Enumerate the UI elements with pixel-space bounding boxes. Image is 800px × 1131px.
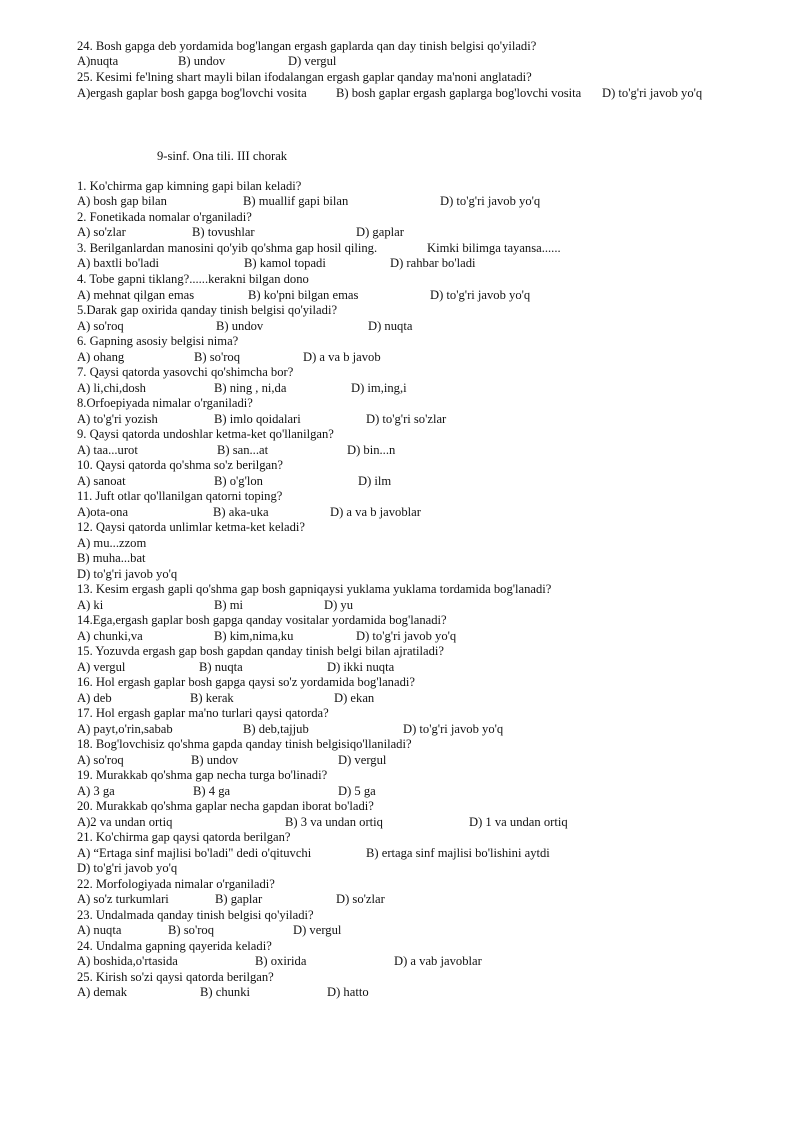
option-a: A) to'g'ri yozish	[77, 412, 158, 426]
option-b: B) nuqta	[199, 660, 243, 674]
option-d: D) to'g'ri javob yo'q	[77, 567, 178, 581]
question-extra: Kimki bilimga tayansa......	[427, 241, 561, 255]
question-text: 6. Gapning asosiy belgisi nima?	[77, 334, 239, 348]
option-a: A) so'z turkumlari	[77, 892, 169, 906]
question-text: 14.Ega,ergash gaplar bosh gapga qanday vositalar yordamida bog'lanadi?	[77, 613, 447, 627]
question-text: 3. Berilganlardan manosini qo'yib qo'shma gap hosil qiling.	[77, 241, 378, 255]
option-b: B) bosh gaplar ergash gaplarga bog'lovchi vosita	[336, 86, 582, 100]
option-d: D) a va b javoblar	[330, 505, 421, 519]
option-a: A) taa...urot	[77, 443, 138, 457]
option-d: D) vergul	[288, 54, 337, 68]
option-d: D) to'g'ri javob yo'q	[77, 861, 178, 875]
option-b: B) chunki	[200, 985, 251, 999]
option-b: B) undov	[178, 54, 226, 68]
question-text: 13. Kesim ergash gapli qo'shma gap bosh gapniqaysi yuklama yuklama tordamida bog'lanadi?	[77, 582, 552, 596]
question-text: 4. Tobe gapni tiklang?......kerakni bilgan dono	[77, 272, 309, 286]
option-b: B) gaplar	[215, 892, 263, 906]
option-d: D) a vab javoblar	[394, 954, 482, 968]
option-a: A) ohang	[77, 350, 125, 364]
question-text: 21. Ko'chirma gap qaysi qatorda berilgan?	[77, 830, 291, 844]
option-d: D) hatto	[327, 985, 369, 999]
question-text: 18. Bog'lovchisiz qo'shma gapda qanday tinish belgisiqo'llaniladi?	[77, 737, 412, 751]
option-a: A)ergash gaplar bosh gapga bog'lovchi vosita	[77, 86, 307, 100]
option-a: A) bosh gap bilan	[77, 194, 167, 208]
option-a: A) demak	[77, 985, 128, 999]
question-text: 24. Bosh gapga deb yordamida bog'langan ergash gaplarda qan day tinish belgisi qo'yiladi?	[77, 39, 537, 53]
option-b: B) kim,nima,ku	[214, 629, 294, 643]
option-a: A) chunki,va	[77, 629, 143, 643]
option-b: B) aka-uka	[213, 505, 269, 519]
option-a: A) so'roq	[77, 753, 124, 767]
question-text: 23. Undalmada qanday tinish belgisi qo'yiladi?	[77, 908, 314, 922]
option-d: D) a va b javob	[303, 350, 381, 364]
option-d: D) so'zlar	[336, 892, 385, 906]
question-text: 24. Undalma gapning qayerida keladi?	[77, 939, 272, 953]
option-b: B) ko'pni bilgan emas	[248, 288, 359, 302]
option-d: D) im,ing,i	[351, 381, 407, 395]
option-a: A) “Ertaga sinf majlisi bo'ladi" dedi o'qituvchi	[77, 846, 312, 860]
option-b: B) 4 ga	[193, 784, 231, 798]
question-text: 5.Darak gap oxirida qanday tinish belgisi qo'yiladi?	[77, 303, 338, 317]
question-text: 22. Morfologiyada nimalar o'rganiladi?	[77, 877, 275, 891]
option-d: D) ikki nuqta	[327, 660, 395, 674]
question-text: 12. Qaysi qatorda unlimlar ketma-ket keladi?	[77, 520, 306, 534]
question-text: 1. Ko'chirma gap kimning gapi bilan keladi?	[77, 179, 302, 193]
option-b: B) ertaga sinf majlisi bo'lishini aytdi	[366, 846, 550, 860]
option-d: D) ekan	[334, 691, 375, 705]
option-b: B) kerak	[190, 691, 234, 705]
question-text: 17. Hol ergash gaplar ma'no turlari qaysi qatorda?	[77, 706, 329, 720]
option-b: B) o'g'lon	[214, 474, 263, 488]
question-text: 11. Juft otlar qo'llanilgan qatorni toping?	[77, 489, 283, 503]
option-b: B) undov	[216, 319, 264, 333]
option-b: B) so'roq	[168, 923, 214, 937]
question-text: 7. Qaysi qatorda yasovchi qo'shimcha bor?	[77, 365, 294, 379]
option-b: B) undov	[191, 753, 239, 767]
question-text: 25. Kirish so'zi qaysi qatorda berilgan?	[77, 970, 274, 984]
option-a: A) nuqta	[77, 923, 122, 937]
question-text: 19. Murakkab qo'shma gap necha turga bo'linadi?	[77, 768, 328, 782]
option-d: D) to'g'ri javob yo'q	[440, 194, 541, 208]
option-a: A) baxtli bo'ladi	[77, 256, 160, 270]
option-d: D) vergul	[338, 753, 387, 767]
option-b: B) kamol topadi	[244, 256, 326, 270]
option-a: A) so'roq	[77, 319, 124, 333]
question-text: 20. Murakkab qo'shma gaplar necha gapdan iborat bo'ladi?	[77, 799, 374, 813]
option-a: A) mehnat qilgan emas	[77, 288, 195, 302]
option-b: B) 3 va undan ortiq	[285, 815, 383, 829]
option-b: B) muha...bat	[77, 551, 146, 565]
option-a: A)2 va undan ortiq	[77, 815, 173, 829]
option-a: A) deb	[77, 691, 112, 705]
option-b: B) oxirida	[255, 954, 307, 968]
option-d: D) nuqta	[368, 319, 413, 333]
option-a: A)nuqta	[77, 54, 119, 68]
option-d: D) rahbar bo'ladi	[390, 256, 476, 270]
option-d: D) to'g'ri so'zlar	[366, 412, 447, 426]
option-a: A) 3 ga	[77, 784, 115, 798]
option-a: A) mu...zzom	[77, 536, 147, 550]
option-a: A) ki	[77, 598, 104, 612]
option-d: D) ilm	[358, 474, 392, 488]
question-text: 25. Kesimi fe'lning shart mayli bilan ifodalangan ergash gaplar qanday ma'noni anglatadi?	[77, 70, 532, 84]
option-a: A) vergul	[77, 660, 126, 674]
option-b: B) tovushlar	[192, 225, 255, 239]
option-a: A) boshida,o'rtasida	[77, 954, 178, 968]
question-text: 9. Qaysi qatorda undoshlar ketma-ket qo'llanilgan?	[77, 427, 334, 441]
option-d: D) to'g'ri javob yo'q	[403, 722, 504, 736]
option-d: D) to'g'ri javob yo'q	[356, 629, 457, 643]
option-d: D) 5 ga	[338, 784, 376, 798]
question-text: 8.Orfoepiyada nimalar o'rganiladi?	[77, 396, 253, 410]
question-text: 10. Qaysi qatorda qo'shma so'z berilgan?	[77, 458, 283, 472]
option-a: A)ota-ona	[77, 505, 129, 519]
option-d: D) gaplar	[356, 225, 404, 239]
option-d: D) to'g'ri javob yo'q	[430, 288, 531, 302]
option-d: D) bin...n	[347, 443, 396, 457]
option-a: A) sanoat	[77, 474, 126, 488]
option-d: D) vergul	[293, 923, 342, 937]
option-d: D) to'g'ri javob yo'q	[602, 86, 703, 100]
option-d: D) yu	[324, 598, 354, 612]
option-a: A) li,chi,dosh	[77, 381, 146, 395]
option-b: B) muallif gapi bilan	[243, 194, 349, 208]
page-title: 9-sinf. Ona tili. III chorak	[157, 149, 288, 163]
question-text: 15. Yozuvda ergash gap bosh gapdan qanday tinish belgi bilan ajratiladi?	[77, 644, 445, 658]
option-b: B) mi	[214, 598, 244, 612]
option-d: D) 1 va undan ortiq	[469, 815, 568, 829]
option-b: B) so'roq	[194, 350, 240, 364]
option-a: A) payt,o'rin,sabab	[77, 722, 173, 736]
option-b: B) deb,tajjub	[243, 722, 309, 736]
option-b: B) san...at	[217, 443, 269, 457]
option-b: B) ning , ni,da	[214, 381, 287, 395]
question-text: 16. Hol ergash gaplar bosh gapga qaysi so'z yordamida bog'lanadi?	[77, 675, 415, 689]
option-b: B) imlo qoidalari	[214, 412, 301, 426]
question-text: 2. Fonetikada nomalar o'rganiladi?	[77, 210, 252, 224]
option-a: A) so'zlar	[77, 225, 126, 239]
